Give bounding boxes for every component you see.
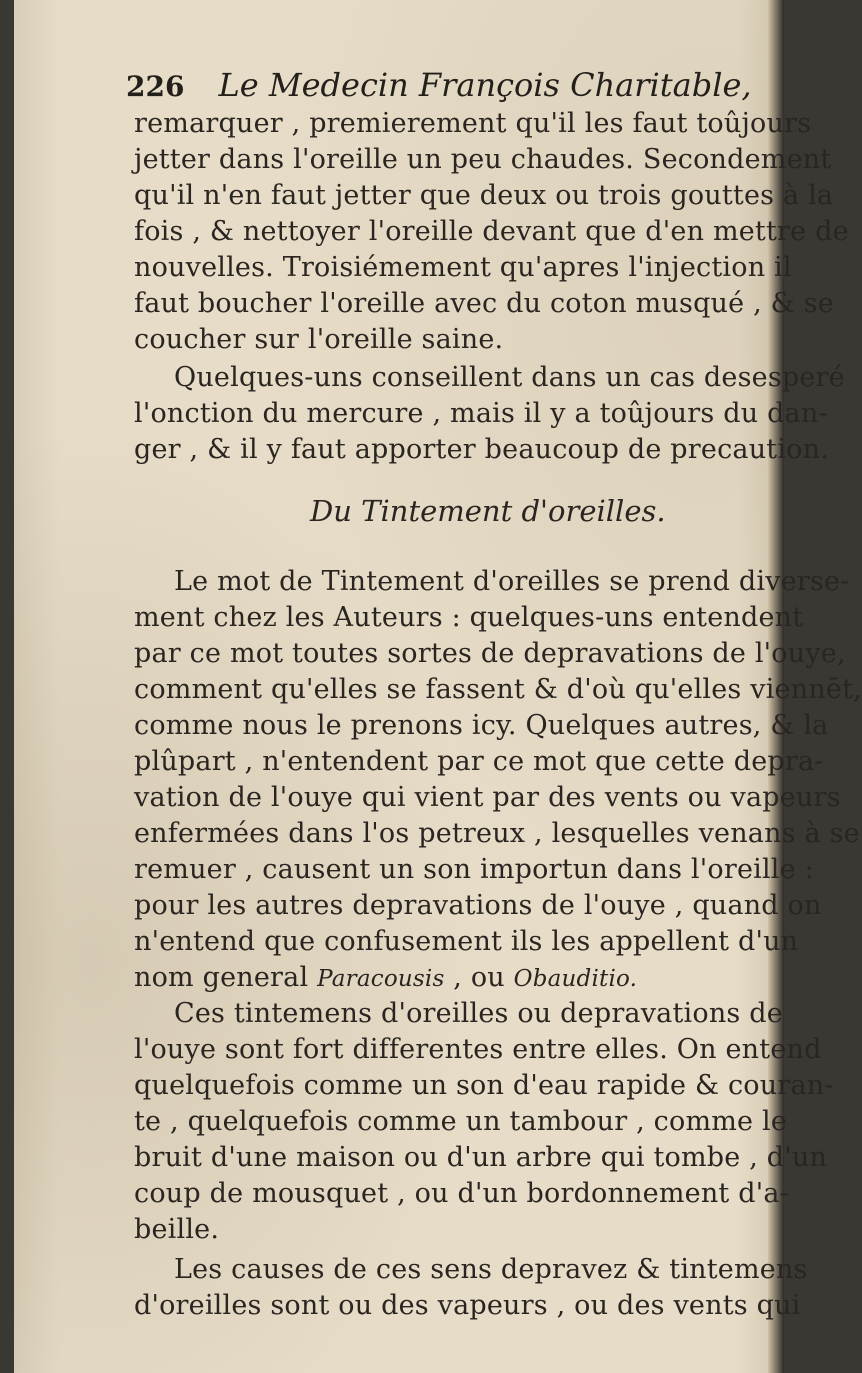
text-line: comment qu'elles se fassent & d'où qu'elles viennēt, [134, 674, 862, 705]
page-number: 226 [126, 70, 185, 103]
text-line: par ce mot toutes sortes de depravations de l'ouye, [134, 638, 846, 669]
text-line: coucher sur l'oreille saine. [134, 324, 504, 355]
text-line: ment chez les Auteurs : quelques-uns entendent [134, 602, 804, 633]
text-line: beille. [134, 1214, 220, 1245]
text-line: Le mot de Tintement d'oreilles se prend diverse- [174, 566, 850, 597]
running-title: Le Medecin François Charitable, [218, 66, 752, 104]
text-line: plûpart , n'entendent par ce mot que cette depra- [134, 746, 824, 777]
text-line: n'entend que confusement ils les appellent d'un [134, 926, 799, 957]
text-line: quelquefois comme un son d'eau rapide & couran- [134, 1070, 834, 1101]
text-line: bruit d'une maison ou d'un arbre qui tombe , d'un [134, 1142, 828, 1173]
text-line: remarquer , premierement qu'il les faut toûjours [134, 108, 812, 139]
text-line: faut boucher l'oreille avec du coton musqué , & se [134, 288, 834, 319]
text-line: l'ouye sont fort differentes entre elles. On entend [134, 1034, 822, 1065]
text-line: ger , & il y faut apporter beaucoup de precaution. [134, 434, 829, 465]
text-line: Quelques-uns conseillent dans un cas desesperé [174, 362, 845, 393]
text-line: nouvelles. Troisiémement qu'apres l'injection il [134, 252, 792, 283]
text-line: d'oreilles sont ou des vapeurs , ou des vents qui [134, 1290, 801, 1321]
text-segment: , ou [444, 962, 514, 993]
book-page [14, 0, 862, 1373]
running-header [126, 66, 752, 104]
text-line: vation de l'ouye qui vient par des vents ou vapeurs [134, 782, 841, 813]
text-segment: nom general [134, 962, 318, 993]
text-line: enfermées dans l'os petreux , lesquelles venans à se [134, 818, 860, 849]
text-line: pour les autres depravations de l'ouye , quand on [134, 890, 822, 921]
term-paracousis: Paracousis [317, 966, 445, 992]
text-line [134, 962, 637, 995]
text-line: Les causes de ces sens depravez & tintemens [174, 1254, 808, 1285]
text-line: jetter dans l'oreille un peu chaudes. Secondement [134, 144, 832, 175]
term-obauditio: Obauditio. [513, 966, 638, 992]
text-line: coup de mousquet , ou d'un bordonnement d'a- [134, 1178, 789, 1209]
text-line: remuer , causent un son importun dans l'oreille : [134, 854, 814, 885]
section-heading: Du Tintement d'oreilles. [310, 494, 666, 528]
text-line: te , quelquefois comme un tambour , comme le [134, 1106, 788, 1137]
text-line: fois , & nettoyer l'oreille devant que d'en mettre de [134, 216, 849, 247]
text-line: Ces tintemens d'oreilles ou depravations de [174, 998, 783, 1029]
text-line: comme nous le prenons icy. Quelques autres, & la [134, 710, 829, 741]
text-line: qu'il n'en faut jetter que deux ou trois gouttes à la [134, 180, 834, 211]
text-line: l'onction du mercure , mais il y a toûjours du dan- [134, 398, 828, 429]
